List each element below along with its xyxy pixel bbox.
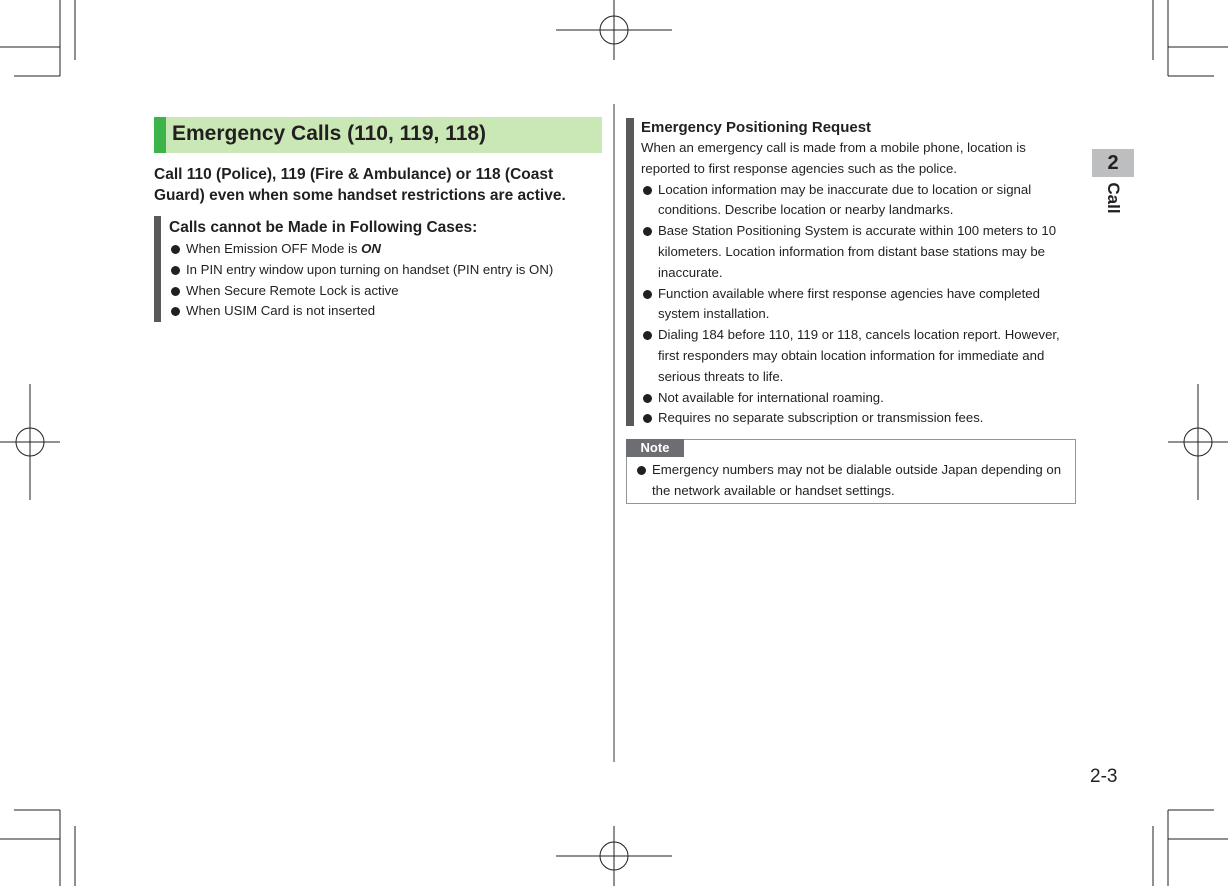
list-item-text: Base Station Positioning System is accurate within 100 meters to 10 kilometers. Location information from distant base stations may be inaccurate. bbox=[658, 223, 1057, 280]
bullet-icon bbox=[643, 394, 652, 403]
bullet-icon bbox=[171, 266, 180, 275]
chapter-number: 2 bbox=[1092, 149, 1134, 177]
list-item-text: When Secure Remote Lock is active bbox=[186, 282, 399, 298]
bullet-icon bbox=[171, 287, 180, 296]
note-list bbox=[635, 460, 1067, 502]
section-title: Emergency Calls (110, 119, 118) bbox=[172, 122, 487, 145]
list-item bbox=[641, 180, 1078, 222]
bullet-icon bbox=[643, 186, 652, 195]
note-label: Note bbox=[626, 439, 684, 457]
list-item-text: Dialing 184 before 110, 119 or 118, cancels location report. However, first responders may obtain location information for immediate and serious threats to life. bbox=[658, 327, 1060, 384]
list-item bbox=[641, 221, 1078, 283]
positioning-list bbox=[641, 180, 1078, 430]
positioning-description: When an emergency call is made from a mobile phone, location is reported to first response agencies such as the police. bbox=[641, 140, 1026, 176]
list-item bbox=[641, 388, 1078, 409]
page-number: 2-3 bbox=[1090, 766, 1118, 787]
column-divider bbox=[613, 104, 615, 762]
section-heading bbox=[154, 117, 602, 153]
list-item bbox=[169, 260, 604, 281]
list-item bbox=[635, 460, 1067, 502]
list-item-text: In PIN entry window upon turning on handset (PIN entry is ON) bbox=[186, 261, 554, 277]
list-item-text: Emergency numbers may not be dialable outside Japan depending on the network available or handset settings. bbox=[652, 462, 1062, 498]
emphasis-text: ON bbox=[361, 241, 381, 256]
chapter-label: Call bbox=[1104, 182, 1123, 214]
list-item bbox=[641, 325, 1078, 387]
list-item-text: When Emission OFF Mode is bbox=[186, 241, 362, 256]
cases-list bbox=[169, 239, 604, 322]
list-item-text: Requires no separate subscription or transmission fees. bbox=[658, 410, 984, 426]
bullet-icon bbox=[643, 414, 652, 423]
bullet-icon bbox=[171, 307, 180, 316]
list-item bbox=[169, 281, 604, 302]
list-item-text: Function available where first response agencies have completed system installation. bbox=[658, 285, 1040, 322]
bullet-icon bbox=[643, 227, 652, 236]
intro-text: Call 110 (Police), 119 (Fire & Ambulance) or 118 (Coast Guard) even when some handset restrictions are active. bbox=[154, 166, 566, 204]
bullet-icon bbox=[637, 466, 646, 475]
list-item-text: Location information may be inaccurate due to location or signal conditions. Describe location or nearby landmarks. bbox=[658, 181, 1032, 218]
cases-title: Calls cannot be Made in Following Cases: bbox=[169, 219, 478, 236]
positioning-title: Emergency Positioning Request bbox=[641, 119, 872, 136]
bullet-icon bbox=[643, 290, 652, 299]
note-box bbox=[626, 439, 1076, 504]
list-item-text: When USIM Card is not inserted bbox=[186, 303, 376, 319]
bullet-icon bbox=[643, 331, 652, 340]
positioning-box bbox=[626, 118, 1078, 426]
list-item bbox=[169, 301, 604, 322]
list-item bbox=[641, 284, 1078, 326]
list-item-text: Not available for international roaming. bbox=[658, 389, 884, 405]
cases-box bbox=[154, 216, 604, 322]
list-item bbox=[169, 239, 604, 260]
bullet-icon bbox=[171, 245, 180, 254]
list-item bbox=[641, 408, 1078, 429]
